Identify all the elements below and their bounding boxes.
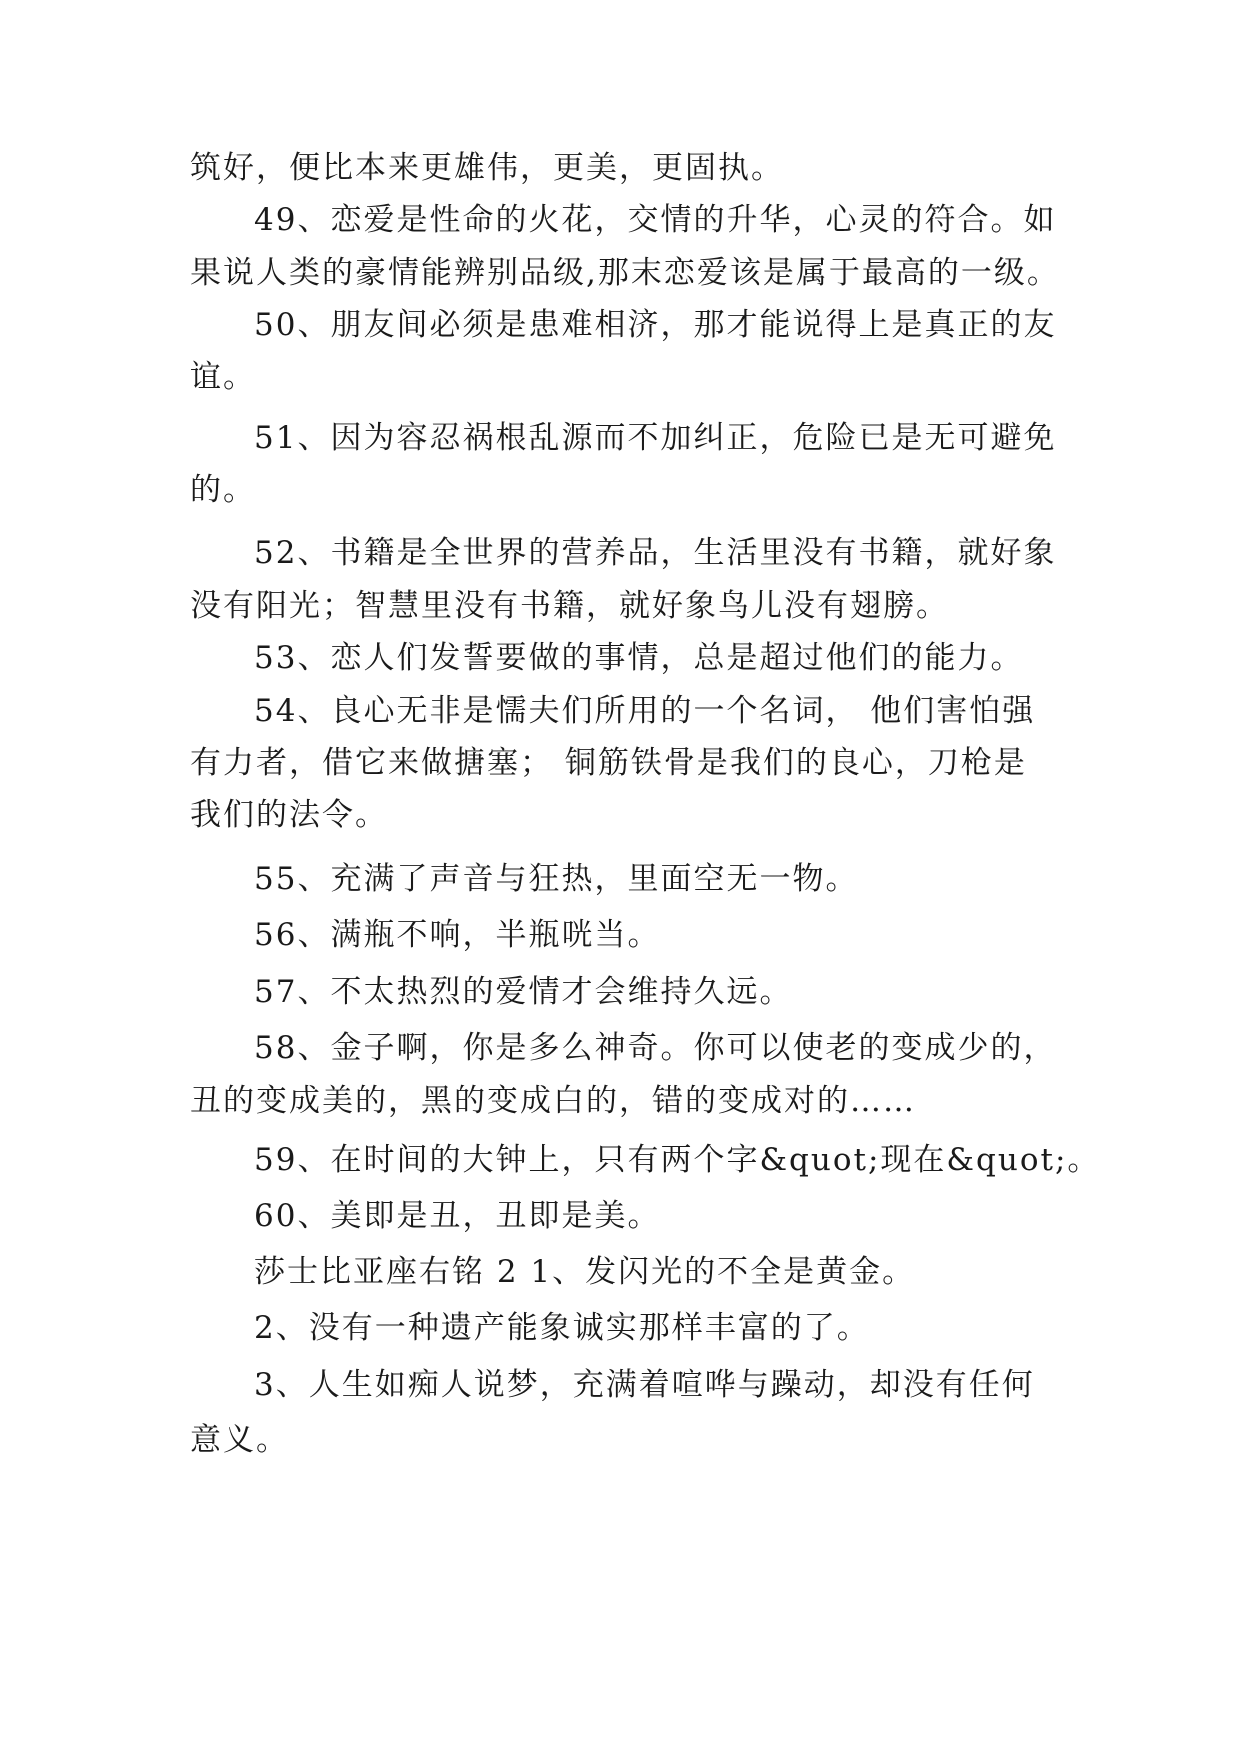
paragraph-line: 筑好，便比本来更雄伟，更美，更固执。 <box>190 150 784 186</box>
paragraph-line: 谊。 <box>190 359 256 395</box>
paragraph-line: 58、金子啊，你是多么神奇。你可以使老的变成少的， <box>254 1030 1057 1066</box>
paragraph-line: 莎士比亚座右铭 2 1、发闪光的不全是黄金。 <box>254 1254 916 1290</box>
paragraph-line: 2、没有一种遗产能象诚实那样丰富的了。 <box>254 1310 870 1346</box>
paragraph-line: 57、不太热烈的爱情才会维持久远。 <box>254 974 793 1010</box>
paragraph-line: 没有阳光；智慧里没有书籍，就好象鸟儿没有翅膀。 <box>190 588 949 624</box>
paragraph-line: 意义。 <box>190 1422 289 1458</box>
paragraph-line: 3、人生如痴人说梦，充满着喧哗与躁动，却没有任何 <box>254 1367 1035 1403</box>
paragraph-line: 55、充满了声音与狂热，里面空无一物。 <box>254 861 859 897</box>
paragraph-line: 50、朋友间必须是患难相济，那才能说得上是真正的友 <box>254 307 1057 343</box>
paragraph-line: 51、因为容忍祸根乱源而不加纠正，危险已是无可避免 <box>254 420 1057 456</box>
paragraph-line: 49、恋爱是性命的火花，交情的升华，心灵的符合。如 <box>254 202 1057 238</box>
paragraph-line: 有力者，借它来做搪塞； 铜筋铁骨是我们的良心，刀枪是 <box>190 745 1027 781</box>
paragraph-line: 56、满瓶不响，半瓶咣当。 <box>254 917 661 953</box>
paragraph-line: 60、美即是丑，丑即是美。 <box>254 1198 661 1234</box>
paragraph-line: 52、书籍是全世界的营养品，生活里没有书籍，就好象 <box>254 535 1057 571</box>
paragraph-line: 果说人类的豪情能辨别品级,那末恋爱该是属于最高的一级。 <box>190 255 1060 291</box>
paragraph-line: 54、良心无非是懦夫们所用的一个名词， 他们害怕强 <box>254 693 1036 729</box>
paragraph-line: 丑的变成美的，黑的变成白的，错的变成对的…… <box>190 1083 916 1119</box>
paragraph-line: 59、在时间的大钟上，只有两个字&quot;现在&quot;。 <box>254 1142 1101 1178</box>
paragraph-line: 53、恋人们发誓要做的事情，总是超过他们的能力。 <box>254 640 1024 676</box>
paragraph-line: 我们的法令。 <box>190 797 388 833</box>
paragraph-line: 的。 <box>190 472 256 508</box>
